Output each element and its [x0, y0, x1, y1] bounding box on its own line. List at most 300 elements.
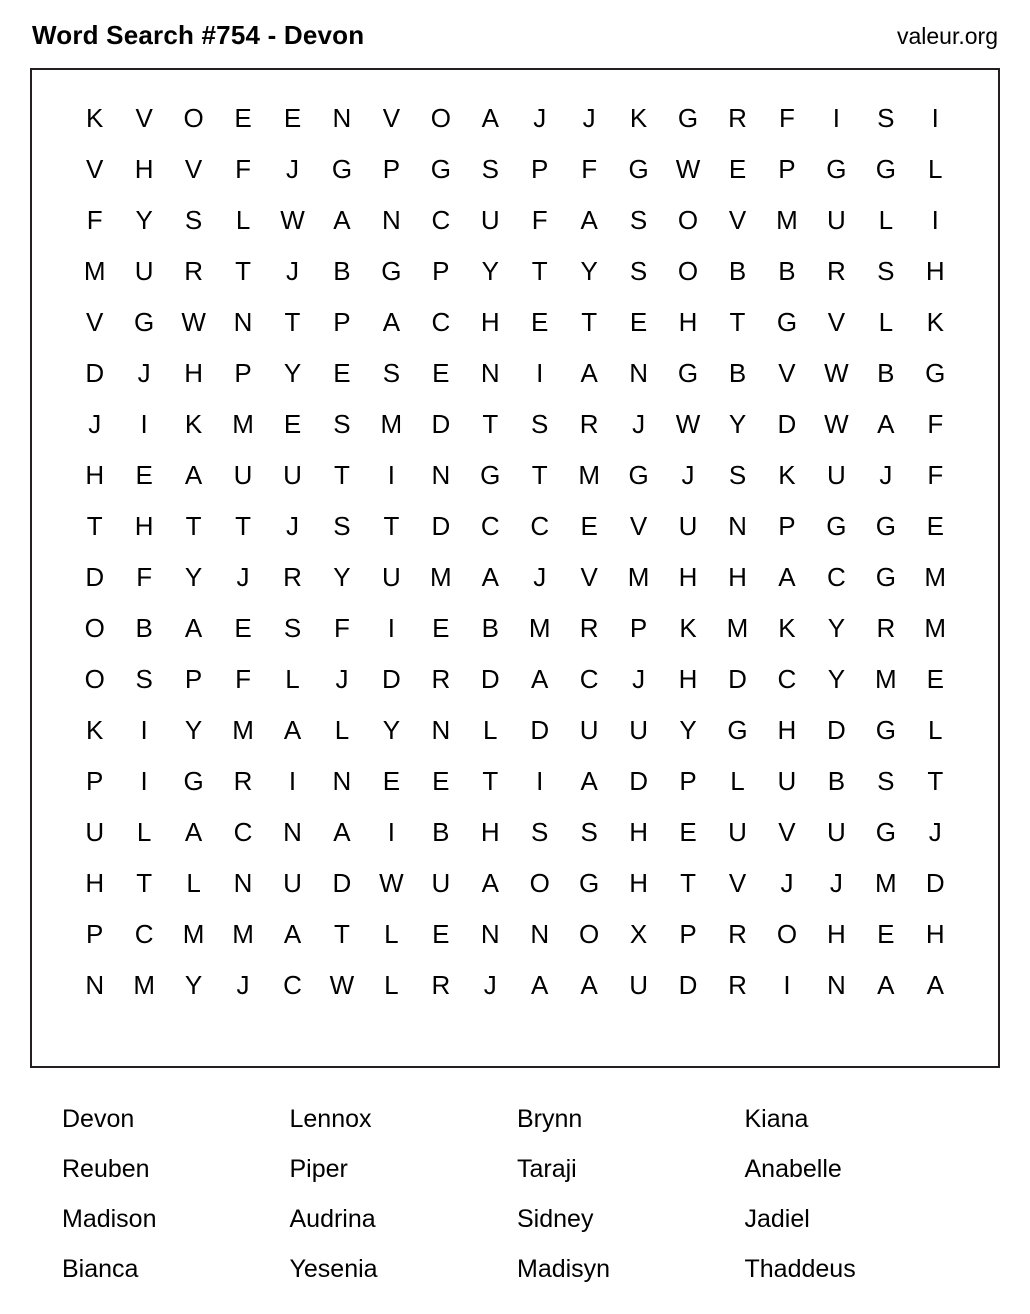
grid-cell[interactable]: C	[431, 306, 451, 337]
grid-cell[interactable]: P	[679, 765, 697, 796]
grid-cell[interactable]: N	[233, 867, 253, 898]
grid-cell[interactable]: N	[431, 714, 451, 745]
grid-cell[interactable]: L	[186, 867, 201, 898]
word-list-item[interactable]: Madison	[62, 1205, 157, 1233]
grid-cell[interactable]: U	[381, 561, 401, 592]
grid-cell[interactable]: S	[283, 612, 302, 643]
grid-cell[interactable]: J	[483, 969, 497, 1000]
grid-cell[interactable]: K	[629, 102, 648, 133]
grid-cell[interactable]: O	[677, 204, 699, 235]
grid-cell[interactable]: W	[675, 153, 701, 184]
grid-cell[interactable]: T	[531, 459, 548, 490]
grid-cell[interactable]: M	[924, 561, 947, 592]
grid-cell[interactable]: F	[86, 204, 103, 235]
word-list-item[interactable]: Sidney	[517, 1205, 594, 1233]
grid-cell[interactable]: A	[481, 561, 499, 592]
grid-cell[interactable]: M	[726, 612, 749, 643]
grid-cell[interactable]: I	[288, 765, 297, 796]
grid-cell[interactable]: N	[431, 459, 451, 490]
grid-cell[interactable]: A	[580, 357, 598, 388]
grid-cell[interactable]: U	[777, 765, 797, 796]
grid-cell[interactable]: V	[728, 867, 747, 898]
grid-cell[interactable]: U	[678, 510, 698, 541]
grid-cell[interactable]: S	[629, 255, 648, 286]
grid-cell[interactable]: A	[481, 867, 499, 898]
grid-cell[interactable]: D	[826, 714, 846, 745]
grid-cell[interactable]: I	[931, 102, 939, 133]
grid-cell[interactable]: R	[283, 561, 302, 592]
grid-cell[interactable]: O	[430, 102, 451, 133]
grid-cell[interactable]: T	[680, 867, 696, 898]
grid-cell[interactable]: U	[233, 459, 253, 490]
grid-cell[interactable]: E	[629, 306, 648, 337]
grid-cell[interactable]: A	[926, 969, 944, 1000]
grid-cell[interactable]: M	[232, 714, 254, 745]
grid-cell[interactable]: P	[778, 510, 796, 541]
grid-cell[interactable]: L	[928, 153, 943, 184]
grid-cell[interactable]: I	[387, 816, 395, 847]
grid-cell[interactable]: K	[86, 714, 104, 745]
grid-cell[interactable]: P	[333, 306, 351, 337]
grid-cell[interactable]: V	[580, 561, 598, 592]
grid-cell[interactable]: C	[431, 204, 451, 235]
grid-cell[interactable]: V	[728, 204, 747, 235]
grid-cell[interactable]: G	[480, 459, 501, 490]
grid-cell[interactable]: V	[827, 306, 846, 337]
grid-cell[interactable]: E	[432, 765, 450, 796]
grid-cell[interactable]: N	[381, 204, 401, 235]
grid-cell[interactable]: G	[331, 153, 353, 184]
grid-cell[interactable]: E	[283, 408, 302, 439]
grid-cell[interactable]: A	[877, 408, 895, 439]
grid-cell[interactable]: A	[283, 714, 302, 745]
word-list-item[interactable]: Audrina	[289, 1205, 376, 1233]
word-list-item[interactable]: Bianca	[62, 1255, 139, 1283]
grid-cell[interactable]: S	[531, 408, 549, 439]
grid-cell[interactable]: A	[531, 969, 549, 1000]
grid-cell[interactable]: H	[480, 816, 500, 847]
grid-cell[interactable]: I	[140, 408, 148, 439]
grid-cell[interactable]: L	[878, 306, 894, 337]
grid-cell[interactable]: D	[629, 765, 648, 796]
grid-cell[interactable]: C	[480, 510, 500, 541]
grid-cell[interactable]: U	[283, 867, 302, 898]
word-list-item[interactable]: Devon	[62, 1105, 135, 1133]
grid-cell[interactable]: L	[928, 714, 943, 745]
grid-cell[interactable]: M	[776, 204, 798, 235]
grid-cell[interactable]: Y	[184, 969, 203, 1000]
grid-cell[interactable]: E	[234, 102, 252, 133]
grid-cell[interactable]: Y	[679, 714, 697, 745]
grid-cell[interactable]: J	[780, 867, 794, 898]
grid-cell[interactable]: M	[83, 255, 106, 286]
grid-cell[interactable]: Y	[184, 714, 203, 745]
grid-cell[interactable]: T	[185, 510, 202, 541]
grid-cell[interactable]: B	[333, 255, 351, 286]
grid-cell[interactable]: V	[135, 102, 153, 133]
grid-cell[interactable]: G	[875, 714, 896, 745]
grid-cell[interactable]: Y	[580, 255, 598, 286]
grid-cell[interactable]: Y	[382, 714, 401, 745]
grid-cell[interactable]: A	[877, 969, 895, 1000]
grid-cell[interactable]: E	[926, 663, 944, 694]
grid-cell[interactable]: H	[134, 153, 154, 184]
grid-cell[interactable]: C	[826, 561, 846, 592]
grid-cell[interactable]: V	[382, 102, 401, 133]
grid-cell[interactable]: G	[875, 561, 896, 592]
grid-cell[interactable]: N	[283, 816, 302, 847]
grid-cell[interactable]: N	[629, 357, 648, 388]
grid-cell[interactable]: B	[432, 816, 450, 847]
grid-cell[interactable]: M	[232, 918, 254, 949]
grid-cell[interactable]: V	[629, 510, 648, 541]
grid-cell[interactable]: H	[85, 867, 105, 898]
grid-cell[interactable]: Y	[184, 561, 203, 592]
grid-cell[interactable]: H	[629, 816, 648, 847]
grid-cell[interactable]: O	[677, 255, 699, 286]
grid-cell[interactable]: K	[679, 612, 697, 643]
grid-cell[interactable]: U	[629, 969, 648, 1000]
grid-cell[interactable]: D	[332, 867, 352, 898]
word-list-item[interactable]: Brynn	[517, 1105, 583, 1133]
grid-cell[interactable]: N	[530, 918, 550, 949]
grid-cell[interactable]: H	[678, 306, 698, 337]
grid-cell[interactable]: G	[826, 510, 847, 541]
grid-cell[interactable]: B	[481, 612, 499, 643]
grid-cell[interactable]: U	[480, 204, 500, 235]
grid-cell[interactable]: W	[181, 306, 206, 337]
grid-cell[interactable]: T	[333, 918, 350, 949]
grid-cell[interactable]: T	[235, 255, 251, 286]
grid-cell[interactable]: T	[383, 510, 400, 541]
grid-cell[interactable]: O	[84, 663, 105, 694]
grid-cell[interactable]: G	[134, 306, 155, 337]
grid-cell[interactable]: T	[235, 510, 251, 541]
grid-cell[interactable]: I	[832, 102, 840, 133]
grid-cell[interactable]: C	[530, 510, 550, 541]
grid-cell[interactable]: S	[629, 204, 648, 235]
grid-cell[interactable]: M	[380, 408, 403, 439]
grid-cell[interactable]: M	[528, 612, 551, 643]
grid-cell[interactable]: M	[627, 561, 650, 592]
grid-cell[interactable]: N	[826, 969, 846, 1000]
grid-cell[interactable]: J	[285, 255, 299, 286]
grid-cell[interactable]: C	[283, 969, 302, 1000]
grid-cell[interactable]: W	[379, 867, 404, 898]
grid-cell[interactable]: G	[875, 510, 896, 541]
grid-cell[interactable]: E	[728, 153, 747, 184]
grid-cell[interactable]: E	[926, 510, 944, 541]
grid-cell[interactable]: D	[728, 663, 747, 694]
grid-cell[interactable]: E	[877, 918, 895, 949]
grid-cell[interactable]: S	[877, 102, 895, 133]
grid-cell[interactable]: R	[579, 612, 599, 643]
grid-cell[interactable]: I	[536, 765, 544, 796]
grid-cell[interactable]: A	[283, 918, 302, 949]
grid-cell[interactable]: A	[333, 204, 351, 235]
grid-cell[interactable]: O	[529, 867, 550, 898]
grid-cell[interactable]: G	[875, 153, 896, 184]
grid-cell[interactable]: V	[86, 306, 104, 337]
grid-cell[interactable]: R	[826, 255, 846, 286]
grid-cell[interactable]: D	[381, 663, 401, 694]
grid-cell[interactable]: G	[677, 102, 699, 133]
grid-cell[interactable]: E	[432, 357, 450, 388]
grid-cell[interactable]: G	[875, 816, 896, 847]
grid-cell[interactable]: U	[728, 816, 747, 847]
grid-cell[interactable]: E	[333, 357, 351, 388]
word-list-item[interactable]: Piper	[289, 1155, 348, 1183]
grid-cell[interactable]: B	[135, 612, 153, 643]
grid-cell[interactable]: Y	[135, 204, 153, 235]
grid-cell[interactable]: C	[579, 663, 599, 694]
grid-cell[interactable]: L	[384, 918, 399, 949]
grid-cell[interactable]: E	[432, 612, 450, 643]
grid-cell[interactable]: L	[878, 204, 894, 235]
grid-cell[interactable]: W	[824, 357, 849, 388]
grid-cell[interactable]: R	[728, 918, 747, 949]
grid-cell[interactable]: P	[86, 918, 104, 949]
grid-cell[interactable]: N	[728, 510, 747, 541]
grid-cell[interactable]: I	[387, 459, 395, 490]
grid-cell[interactable]: W	[675, 408, 701, 439]
word-list-item[interactable]: Madisyn	[517, 1255, 611, 1283]
grid-cell[interactable]: G	[579, 867, 600, 898]
grid-cell[interactable]: J	[285, 510, 299, 541]
grid-cell[interactable]: H	[678, 561, 698, 592]
grid-cell[interactable]: B	[827, 765, 846, 796]
grid-cell[interactable]: N	[85, 969, 105, 1000]
grid-cell[interactable]: H	[925, 918, 945, 949]
grid-cell[interactable]: J	[681, 459, 695, 490]
grid-cell[interactable]: G	[628, 153, 649, 184]
grid-cell[interactable]: D	[530, 714, 550, 745]
grid-cell[interactable]: Y	[333, 561, 351, 592]
grid-cell[interactable]: V	[184, 153, 203, 184]
word-list-item[interactable]: Jadiel	[744, 1205, 810, 1233]
grid-cell[interactable]: G	[677, 357, 699, 388]
grid-cell[interactable]: P	[184, 663, 203, 694]
grid-cell[interactable]: C	[777, 663, 797, 694]
grid-cell[interactable]: H	[728, 561, 747, 592]
grid-cell[interactable]: J	[137, 357, 151, 388]
grid-cell[interactable]: T	[284, 306, 301, 337]
grid-cell[interactable]: T	[581, 306, 598, 337]
grid-cell[interactable]: S	[877, 255, 895, 286]
grid-cell[interactable]: P	[531, 153, 549, 184]
grid-cell[interactable]: V	[86, 153, 104, 184]
grid-cell[interactable]: J	[236, 969, 250, 1000]
grid-cell[interactable]: U	[85, 816, 105, 847]
grid-cell[interactable]: E	[283, 102, 302, 133]
grid-cell[interactable]: D	[678, 969, 698, 1000]
grid-cell[interactable]: F	[778, 102, 795, 133]
grid-cell[interactable]: O	[183, 102, 204, 133]
grid-cell[interactable]: M	[924, 612, 947, 643]
grid-cell[interactable]: E	[382, 765, 401, 796]
grid-cell[interactable]: T	[729, 306, 746, 337]
grid-cell[interactable]: N	[480, 918, 500, 949]
word-list-item[interactable]: Taraji	[517, 1155, 577, 1183]
grid-cell[interactable]: T	[482, 765, 499, 796]
grid-cell[interactable]: S	[333, 510, 351, 541]
word-list-item[interactable]: Lennox	[289, 1105, 372, 1133]
grid-cell[interactable]: H	[826, 918, 846, 949]
grid-cell[interactable]: O	[776, 918, 798, 949]
grid-cell[interactable]: R	[876, 612, 896, 643]
grid-cell[interactable]: O	[84, 612, 105, 643]
grid-cell[interactable]: H	[629, 867, 648, 898]
grid-cell[interactable]: J	[88, 408, 102, 439]
word-list-item[interactable]: Thaddeus	[744, 1255, 856, 1283]
grid-cell[interactable]: D	[480, 663, 500, 694]
grid-cell[interactable]: N	[480, 357, 500, 388]
grid-cell[interactable]: P	[234, 357, 252, 388]
grid-cell[interactable]: C	[134, 918, 154, 949]
grid-cell[interactable]: H	[480, 306, 500, 337]
grid-cell[interactable]: P	[679, 918, 697, 949]
grid-cell[interactable]: U	[134, 255, 154, 286]
grid-cell[interactable]: Y	[283, 357, 302, 388]
grid-cell[interactable]: I	[783, 969, 791, 1000]
grid-cell[interactable]: K	[926, 306, 944, 337]
grid-cell[interactable]: B	[728, 357, 747, 388]
grid-cell[interactable]: R	[728, 969, 747, 1000]
grid-cell[interactable]: J	[632, 408, 646, 439]
grid-cell[interactable]: M	[429, 561, 452, 592]
grid-cell[interactable]: R	[431, 969, 451, 1000]
grid-cell[interactable]: H	[678, 663, 698, 694]
grid-cell[interactable]: B	[778, 255, 796, 286]
grid-cell[interactable]: U	[826, 816, 846, 847]
grid-cell[interactable]: M	[578, 459, 600, 490]
grid-cell[interactable]: H	[134, 510, 154, 541]
grid-cell[interactable]: P	[432, 255, 450, 286]
grid-cell[interactable]: N	[332, 102, 352, 133]
grid-cell[interactable]: W	[280, 204, 305, 235]
grid-cell[interactable]: U	[826, 459, 846, 490]
grid-cell[interactable]: I	[140, 765, 148, 796]
grid-cell[interactable]: T	[482, 408, 499, 439]
grid-cell[interactable]: W	[824, 408, 849, 439]
grid-cell[interactable]: A	[580, 765, 598, 796]
grid-cell[interactable]: L	[384, 969, 399, 1000]
grid-cell[interactable]: T	[136, 867, 153, 898]
grid-cell[interactable]: U	[629, 714, 648, 745]
grid-cell[interactable]: K	[778, 612, 796, 643]
grid-cell[interactable]: F	[581, 153, 598, 184]
grid-cell[interactable]: L	[483, 714, 498, 745]
grid-cell[interactable]: P	[778, 153, 796, 184]
grid-cell[interactable]: M	[874, 867, 897, 898]
grid-cell[interactable]: L	[285, 663, 300, 694]
grid-cell[interactable]: J	[928, 816, 942, 847]
grid-cell[interactable]: D	[925, 867, 945, 898]
grid-cell[interactable]: F	[333, 612, 350, 643]
word-list-item[interactable]: Kiana	[744, 1105, 809, 1133]
grid-cell[interactable]: S	[333, 408, 351, 439]
grid-cell[interactable]: I	[140, 714, 148, 745]
grid-cell[interactable]: F	[927, 408, 944, 439]
grid-cell[interactable]: K	[184, 408, 203, 439]
grid-cell[interactable]: M	[133, 969, 155, 1000]
grid-cell[interactable]: B	[877, 357, 895, 388]
grid-cell[interactable]: A	[184, 816, 203, 847]
word-list-item[interactable]: Reuben	[62, 1155, 150, 1183]
grid-cell[interactable]: M	[182, 918, 205, 949]
grid-cell[interactable]: S	[481, 153, 499, 184]
grid-cell[interactable]: F	[235, 153, 251, 184]
grid-cell[interactable]: I	[931, 204, 939, 235]
grid-cell[interactable]: E	[135, 459, 153, 490]
grid-cell[interactable]: E	[679, 816, 697, 847]
word-list-item[interactable]: Anabelle	[744, 1155, 842, 1183]
grid-cell[interactable]: L	[730, 765, 745, 796]
grid-cell[interactable]: D	[431, 408, 451, 439]
grid-cell[interactable]: F	[136, 561, 153, 592]
grid-cell[interactable]: K	[778, 459, 796, 490]
grid-cell[interactable]: R	[579, 408, 599, 439]
grid-cell[interactable]: J	[285, 153, 299, 184]
grid-cell[interactable]: M	[874, 663, 897, 694]
grid-cell[interactable]: U	[579, 714, 599, 745]
grid-cell[interactable]: F	[927, 459, 944, 490]
grid-cell[interactable]: S	[135, 663, 153, 694]
grid-cell[interactable]: J	[335, 663, 349, 694]
grid-cell[interactable]: A	[580, 204, 598, 235]
grid-cell[interactable]: G	[925, 357, 946, 388]
grid-cell[interactable]: G	[628, 459, 649, 490]
grid-cell[interactable]: H	[85, 459, 105, 490]
grid-cell[interactable]: B	[728, 255, 747, 286]
grid-cell[interactable]: X	[629, 918, 648, 949]
grid-cell[interactable]: E	[531, 306, 549, 337]
grid-cell[interactable]: J	[632, 663, 646, 694]
grid-cell[interactable]: T	[927, 765, 944, 796]
grid-cell[interactable]: S	[877, 765, 895, 796]
grid-cell[interactable]: A	[531, 663, 549, 694]
grid-cell[interactable]: N	[332, 765, 352, 796]
letter-grid[interactable]	[70, 92, 960, 1010]
grid-cell[interactable]: H	[184, 357, 203, 388]
grid-cell[interactable]: H	[925, 255, 945, 286]
grid-cell[interactable]: A	[778, 561, 796, 592]
grid-cell[interactable]: I	[536, 357, 544, 388]
grid-cell[interactable]: T	[531, 255, 548, 286]
grid-cell[interactable]: P	[629, 612, 648, 643]
grid-cell[interactable]: W	[329, 969, 355, 1000]
grid-cell[interactable]: U	[431, 867, 451, 898]
grid-cell[interactable]: K	[86, 102, 104, 133]
grid-cell[interactable]: L	[136, 816, 152, 847]
word-list-item[interactable]: Yesenia	[289, 1255, 378, 1283]
grid-cell[interactable]: O	[579, 918, 600, 949]
grid-cell[interactable]: L	[235, 204, 251, 235]
grid-cell[interactable]: A	[580, 969, 598, 1000]
grid-cell[interactable]: Y	[728, 408, 747, 439]
grid-cell[interactable]: S	[580, 816, 598, 847]
grid-cell[interactable]: A	[333, 816, 351, 847]
grid-cell[interactable]: F	[531, 204, 548, 235]
grid-cell[interactable]: C	[233, 816, 253, 847]
grid-cell[interactable]: G	[430, 153, 451, 184]
grid-cell[interactable]: V	[778, 816, 796, 847]
grid-cell[interactable]: Y	[827, 612, 846, 643]
grid-cell[interactable]: J	[829, 867, 843, 898]
grid-cell[interactable]: D	[85, 561, 105, 592]
grid-cell[interactable]: T	[86, 510, 103, 541]
grid-cell[interactable]: S	[728, 459, 747, 490]
